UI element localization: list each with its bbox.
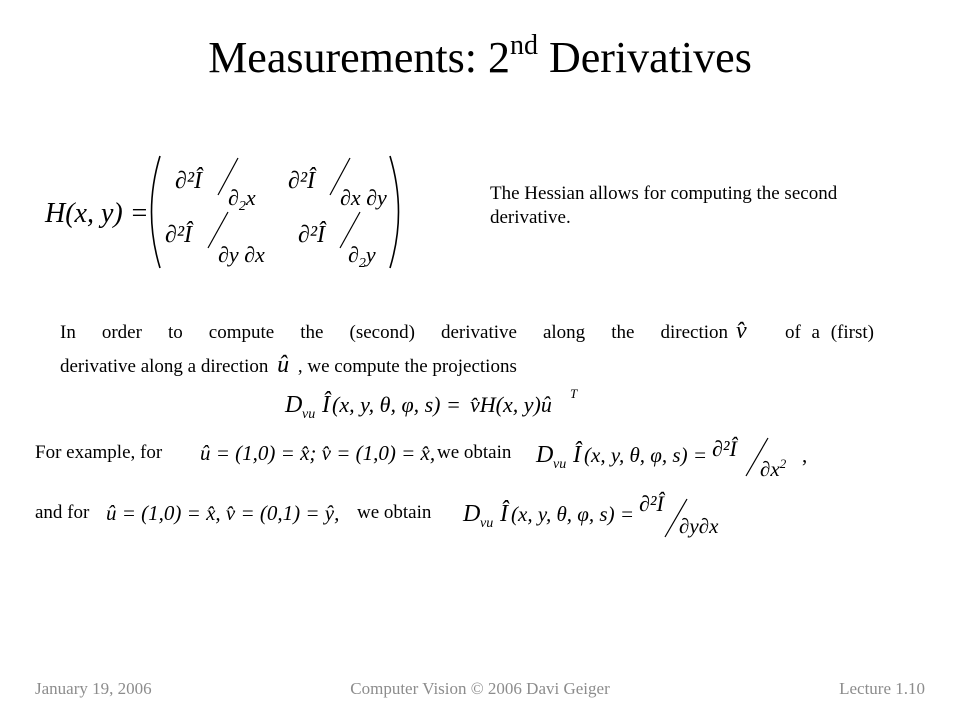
right-paren <box>390 156 399 268</box>
footer-lecture: Lecture 1.10 <box>839 679 925 698</box>
entry-11-numerator: ∂²Î <box>175 168 203 194</box>
example-1-denominator: $\partial x^2$ <box>760 456 787 481</box>
example-1-i-hat: Î <box>573 442 581 468</box>
obtain-label-1: we obtain <box>437 442 512 463</box>
word: along <box>542 322 586 343</box>
example-1-args: (x, y, θ, φ, s) = <box>584 443 707 467</box>
example-2-args: (x, y, θ, φ, s) = <box>511 502 634 526</box>
hessian-lhs: H(x, y) = <box>45 198 149 229</box>
example-2-subscript: vu <box>480 516 494 531</box>
projection-subscript: vu <box>302 407 316 422</box>
example-1-d: D <box>536 442 554 468</box>
word: order <box>101 322 142 343</box>
example-2-denominator: ∂y∂x <box>679 514 719 538</box>
paragraph-line-1-words <box>60 322 728 344</box>
projection-i-hat: Î <box>322 392 330 418</box>
u-hat-symbol: û <box>277 352 290 378</box>
entry-12-denominator: ∂x ∂y <box>340 185 387 210</box>
paragraph-line-1-end: of a (first) <box>784 322 874 343</box>
obtain-label-2: we obtain <box>357 502 432 523</box>
word: to <box>167 322 183 343</box>
paragraph-line-2-end: , we compute the projections <box>297 356 517 377</box>
entry-12-numerator: ∂²Î <box>288 168 316 194</box>
entry-22-numerator: ∂²Î <box>298 222 326 248</box>
word: derivative <box>440 322 517 343</box>
v-hat-symbol: v̂ <box>736 318 747 344</box>
title-main: Measurements: 2 <box>208 33 510 82</box>
projection-transpose: T <box>570 386 578 401</box>
example-1-uv-text: û = (1,0) = x̂; v̂ = (1,0) = x̂, <box>200 441 435 465</box>
projection-rhs: v̂H(x, y)û <box>470 392 552 417</box>
word: In <box>60 322 76 343</box>
page-title <box>0 30 960 83</box>
word: compute <box>208 322 275 343</box>
example-2-result <box>455 485 735 545</box>
footer-course: Computer Vision © 2006 Davi Geiger <box>350 679 610 698</box>
word: (second) <box>349 322 415 343</box>
footer-date: January 19, 2006 <box>35 679 152 698</box>
title-end: Derivatives <box>538 33 752 82</box>
example-1-subscript: vu <box>553 457 567 472</box>
title-superscript: nd <box>510 30 538 61</box>
example-1-numerator: ∂²Î <box>712 436 737 461</box>
example-1-comma: , <box>802 443 808 467</box>
projection-args: (x, y, θ, φ, s) = <box>332 392 461 417</box>
example-2-d: D <box>463 501 481 527</box>
paragraph-line-2 <box>60 352 517 379</box>
example-2-i-hat: Î <box>500 501 508 527</box>
word: the <box>611 322 635 343</box>
paragraph-line-2-start: derivative along a direction <box>60 356 269 377</box>
word: direction <box>660 322 728 343</box>
entry-21-numerator: ∂²Î <box>165 222 193 248</box>
entry-21-denominator: ∂y ∂x <box>218 242 265 267</box>
entry-11-denominator: $\partial_2x$ <box>228 185 256 214</box>
left-paren <box>152 156 161 268</box>
entry-22-denominator: $\partial_2y$ <box>348 242 376 271</box>
example-2-numerator: ∂²Î <box>639 491 664 516</box>
example-2-uv <box>106 492 354 532</box>
example-1-uv <box>200 432 435 472</box>
hessian-equation <box>40 150 410 275</box>
projection-d: D <box>285 392 303 418</box>
example-2-uv-text: û = (1,0) = x̂, v̂ = (0,1) = ŷ, <box>106 501 340 525</box>
example-1-label: For example, for <box>35 442 163 463</box>
hessian-description: The Hessian allows for computing the second derivative. <box>490 183 838 228</box>
word: the <box>300 322 324 343</box>
example-1-result <box>528 418 818 488</box>
example-2-label: and for <box>35 502 90 523</box>
